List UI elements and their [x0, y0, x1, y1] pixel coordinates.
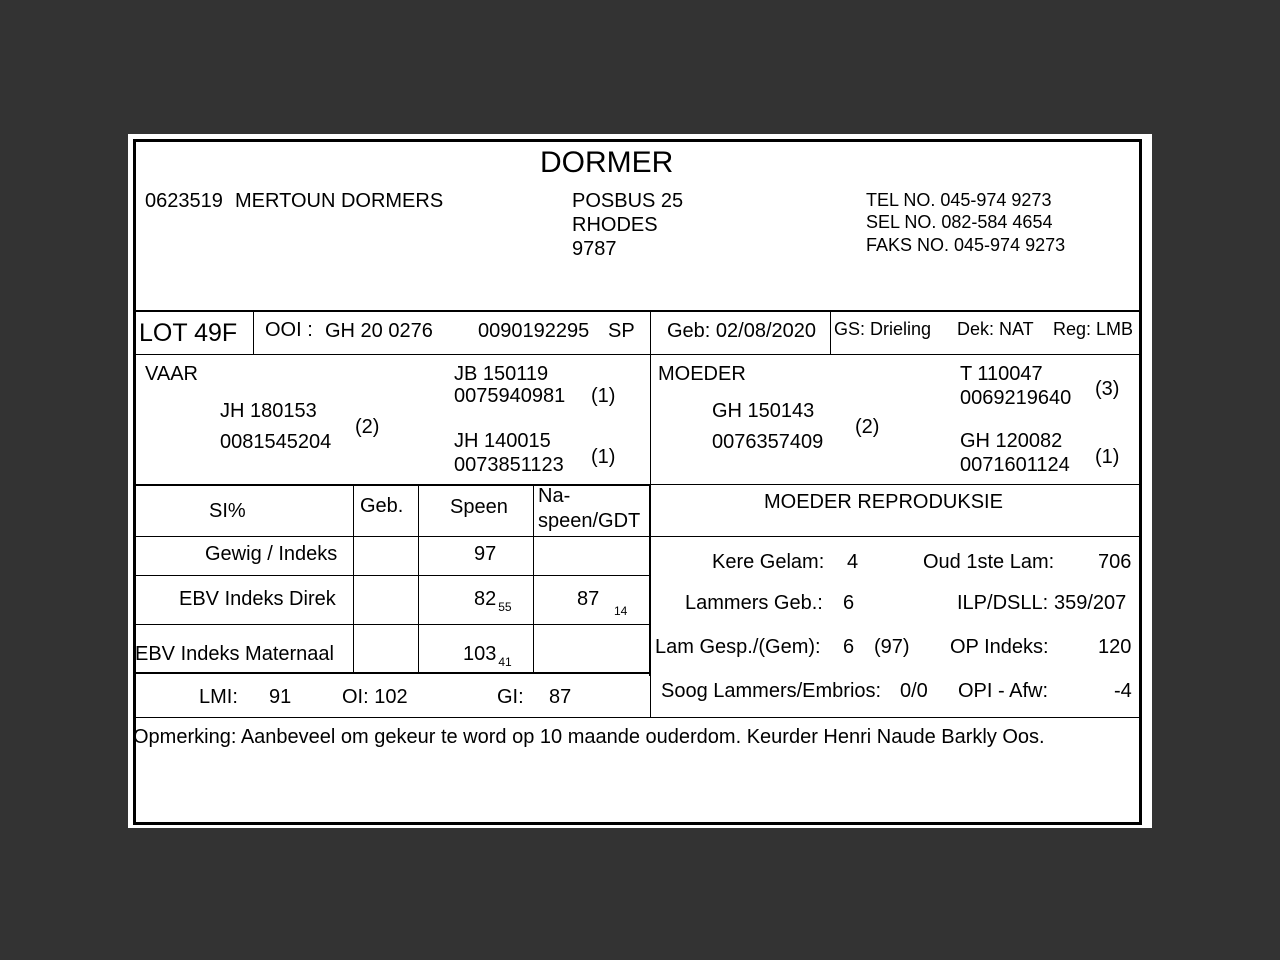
ooi-label: OOI :: [265, 319, 313, 341]
divider: [533, 486, 534, 674]
birth-status: GS: Drieling: [834, 319, 932, 339]
gesp-label: Lam Gesp./(Gem):: [655, 636, 821, 658]
oud-label: Oud 1ste Lam:: [923, 551, 1055, 573]
sire-sire-count: (1): [591, 385, 616, 407]
naspeen-header-1: Na-: [538, 485, 571, 507]
ooi-suffix: SP: [608, 320, 635, 342]
divider: [253, 311, 254, 354]
gesp-average: (97): [874, 636, 910, 658]
dam-sire-id: T 110047: [960, 363, 1043, 385]
dam-sire-number: 0069219640: [960, 387, 1072, 409]
sire-dam-number: 0073851123: [454, 454, 564, 476]
si-header: SI%: [209, 500, 246, 522]
lmi-value: 91: [269, 686, 292, 708]
divider: [133, 310, 1142, 312]
divider: [650, 484, 1142, 485]
contact-tel: TEL NO. 045-974 9273: [866, 190, 1052, 210]
maternal-speen-accuracy: 41: [498, 655, 512, 669]
lot-label: LOT 49F: [139, 319, 238, 347]
direct-naspeen-value: 87: [577, 588, 600, 610]
sire-dam-count: (1): [591, 446, 616, 468]
lmi-label: LMI:: [199, 686, 238, 708]
birth-date: Geb: 02/08/2020: [667, 320, 817, 342]
maternal-row-label: EBV Indeks Maternaal: [135, 643, 334, 665]
divider: [650, 311, 651, 489]
sire-sire-id: JB 150119: [454, 363, 549, 385]
divider: [650, 536, 1142, 537]
ooi-number: 0090192295: [478, 320, 590, 342]
address-line-3: 9787: [572, 238, 617, 260]
op-value: 120: [1098, 636, 1132, 658]
geb-header: Geb.: [360, 495, 404, 517]
registration: Reg: LMB: [1053, 319, 1134, 339]
oi-value: OI: 102: [342, 686, 408, 708]
divider: [353, 486, 354, 674]
divider: [133, 354, 1142, 355]
gesp-value: 6: [843, 636, 855, 658]
breeder-code: 0623519: [145, 190, 223, 212]
dam-label: MOEDER: [658, 363, 746, 385]
oud-value: 706: [1098, 551, 1132, 573]
direct-speen-accuracy: 55: [498, 600, 512, 614]
ilp-value: 359/207: [1054, 592, 1127, 614]
address-line-1: POSBUS 25: [572, 190, 684, 212]
gi-value: 87: [549, 686, 572, 708]
weight-speen-value: 97: [474, 543, 497, 565]
lammers-label: Lammers Geb.:: [685, 592, 823, 614]
naspeen-header-2: speen/GDT: [538, 510, 641, 532]
divider: [649, 484, 651, 676]
maternal-speen: 103: [463, 643, 497, 665]
opi-label: OPI - Afw:: [958, 680, 1049, 702]
divider: [650, 674, 651, 718]
dam-number: 0076357409: [712, 431, 824, 453]
sire-sire-number: 0075940981: [454, 385, 566, 407]
divider: [133, 624, 651, 625]
divider: [418, 486, 419, 674]
divider: [133, 536, 651, 537]
dam-sire-count: (3): [1095, 378, 1120, 400]
weight-row-label: Gewig / Indeks: [205, 543, 338, 565]
dam-dam-number: 0071601124: [960, 454, 1070, 476]
op-label: OP Indeks:: [950, 636, 1049, 658]
soog-label: Soog Lammers/Embrios:: [661, 680, 882, 702]
divider: [133, 575, 651, 576]
lammers-value: 6: [843, 592, 855, 614]
divider: [133, 484, 651, 486]
divider: [830, 311, 831, 354]
breeder-name: MERTOUN DORMERS: [235, 190, 444, 212]
ilp-label: ILP/DSLL:: [957, 592, 1049, 614]
divider: [133, 717, 1142, 718]
maternal-speen-value: [463, 643, 512, 669]
direct-row-label: EBV Indeks Direk: [179, 588, 336, 610]
speen-header: Speen: [450, 496, 508, 518]
dam-dam-count: (1): [1095, 446, 1120, 468]
lot-card: [128, 134, 1152, 828]
kere-value: 4: [847, 551, 859, 573]
sire-count: (2): [355, 416, 380, 438]
soog-value: 0/0: [900, 680, 928, 702]
address-line-2: RHODES: [572, 214, 658, 236]
dam-dam-id: GH 120082: [960, 430, 1063, 452]
remark-text: Opmerking: Aanbeveel om gekeur te word op 10 maande ouderdom. Keurder Henri Naude Barkly Oos.: [133, 726, 1045, 748]
ooi-id: GH 20 0276: [325, 320, 433, 342]
divider: [133, 672, 651, 674]
sire-number: 0081545204: [220, 431, 332, 453]
contact-fax: FAKS NO. 045-974 9273: [866, 235, 1066, 255]
gi-label: GI:: [497, 686, 524, 708]
dam-id: GH 150143: [712, 400, 815, 422]
contact-cell: SEL NO. 082-584 4654: [866, 212, 1053, 232]
reproduction-title: MOEDER REPRODUKSIE: [764, 491, 1003, 513]
direct-naspeen-accuracy: 14: [614, 604, 628, 618]
dam-count: (2): [855, 416, 880, 438]
breed-title: DORMER: [540, 146, 674, 179]
direct-speen: 82: [474, 588, 497, 610]
kere-label: Kere Gelam:: [712, 551, 825, 573]
divider: [133, 310, 135, 355]
sire-id: JH 180153: [220, 400, 317, 422]
sire-dam-id: JH 140015: [454, 430, 551, 452]
direct-speen-value: [474, 588, 512, 614]
opi-value: -4: [1114, 680, 1132, 702]
sire-label: VAAR: [145, 363, 198, 385]
mating-type: Dek: NAT: [957, 319, 1034, 339]
